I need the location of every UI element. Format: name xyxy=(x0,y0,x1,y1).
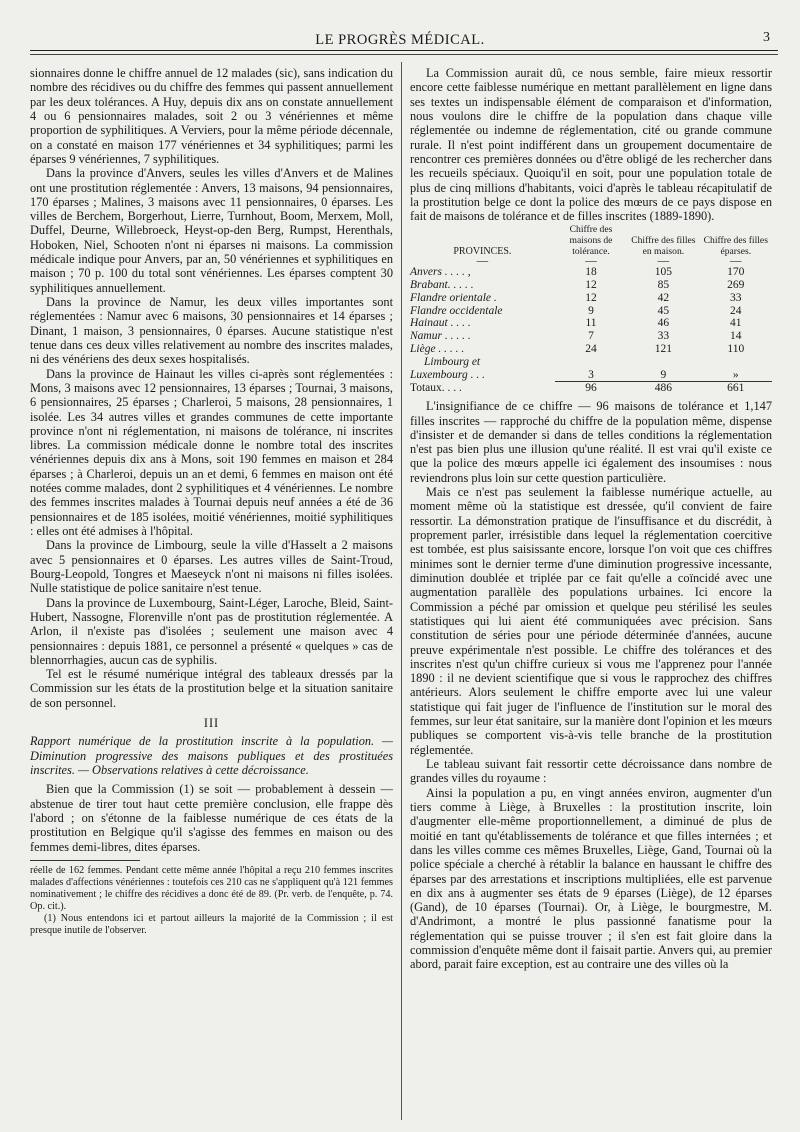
dash: — xyxy=(657,255,670,268)
journal-title: LE PROGRÈS MÉDICAL. xyxy=(315,32,485,48)
total-cell: 96 xyxy=(555,382,627,395)
header-rule xyxy=(30,50,778,51)
cell: 12 xyxy=(585,291,597,304)
section-number: III xyxy=(203,716,220,731)
header-provinces: PROVINCES. xyxy=(453,245,512,257)
cell xyxy=(700,356,772,369)
cell: » xyxy=(732,368,739,381)
header-filles-maison: Chiffre des filles en maison. xyxy=(631,235,696,257)
province-name: Limbourg et xyxy=(424,355,481,368)
province-name: Namur . . . . . xyxy=(410,330,471,343)
statistics-table xyxy=(410,225,772,395)
paragraph: Ainsi la population a pu, en vingt années environ, augmenter d'un tiers comme à Liège, à Bruxelles : la prostitution inscrite, loin d'augmenter elle-même proportionnellement, a diminué de plus de moitié en tant qu'établissements de tolérance et que filles internées ; et dans les villes comme ces mêmes Bruxelles, Liège, Gand, Tournai où la police spéciale a cherché à rétablir la balance en haussant le chiffre des éparses par des arrestations et inscriptions multipliées, elle est parvenue en dix ans à augmenter ses états de 9 éparses (Liège), de 12 éparses (Gand), de 10 éparses (Tournai). Or, à Liège, le bourgmestre, M. d'Andrimont, a montré le plus passionné fanatisme pour la réglementation qui se puisse trouver ; il s'en est fait gloire dans la commission d'enquête même dont il faisait partie. Anvers qui, au premier abord, parait faire exception, est au contraire une des villes où la xyxy=(410,785,772,972)
footnote: (1) Nous entendons ici et partout ailleurs la majorité de la Commission ; il est presque inutile de l'observer. xyxy=(30,913,393,937)
cell: 121 xyxy=(654,343,672,355)
province-name: Anvers . . . . , xyxy=(410,266,471,279)
cell: 33 xyxy=(657,330,670,343)
table-row xyxy=(410,330,772,343)
cell: 269 xyxy=(727,279,745,292)
cell: 9 xyxy=(588,304,594,317)
cell xyxy=(555,356,627,369)
running-head xyxy=(30,28,770,50)
province-name: Hainaut . . . . xyxy=(410,317,471,330)
cell: 3 xyxy=(588,368,594,381)
cell: 9 xyxy=(660,368,667,381)
province-name: Liège . . . . . xyxy=(410,343,465,355)
header-maisons: Chiffre des maisons de tolérance. xyxy=(569,224,613,257)
paragraph: Dans la province de Namur, les deux villes importantes sont réglementées : Namur avec 6 maisons, 30 pensionnaires et 14 éparses ; Dinant, 1 maison, 3 pensionnaires, 0 éparses. Aucune statistique n'est tenue dans ces deux villes relativement au nombre des inscrites malades, ni des vénériens des deux sexes hospitalisés. xyxy=(30,295,393,367)
table-total-row xyxy=(410,382,772,395)
total-cell: 486 xyxy=(627,382,699,395)
paragraph: Mais ce n'est pas seulement la faiblesse numérique actuelle, au moment même où la statistique est dressée, qu'il convient de faire ressortir. La démonstration pratique de l'insuffisance et du discrédit, à proprement parler, irrésistible dans lequel la réglementation coercitive est tombée, est plus saisissante encore, lorsque l'on voit que ces chiffres minimes sont le dernier terme d'une diminution progressive incessante, diminution doublée et triplée par ce fait qu'elle a coïncidé avec une augmentation parallèle des populations urbaines. Ici encore la Commission a péché par omission et quelque peu stérilisé les seules statistiques qui lui aient été communiquées avec précision. Sans constitution de séries pour une période déterminée d'années, aucune preuve expérimentale n'est possible. Le chiffre des tolérances et des inscrites n'est qu'un chiffre curieux si vous me l'apprenez pour l'année 1890 : il ne devient scientifique que si vous le rapprochez des chiffres antérieurs. Alors seulement le chiffre emporte avec lui une valeur statistique qui fait juger de l'influence de l'institution sur le moral des femmes, sur leur état sanitaire, sur la manière dont l'opinion et les mœurs publiques se comportent vis-à-vis telle branche de la prostitution réglementée. xyxy=(410,485,772,757)
footnote-rule xyxy=(30,860,140,861)
footnote-continuation: réelle de 162 femmes. Pendant cette même année l'hôpital a reçu 210 femmes inscrites malades d'affections vénériennes : toutefois ces 210 cas ne s'appliquent qu'à 121 femmes nominativement ; le chiffre des récidives a donc été de 89. (Pr. verb. de l'enquête, p. 74. Op. cit.). xyxy=(30,864,393,913)
table-header-row xyxy=(410,225,772,257)
paragraph: Dans la province de Luxembourg, Saint-Léger, Laroche, Bleid, Saint-Hubert, Nassogne, Florenville n'ont pas de prostitution réglementée. A Arlon, il n'existe pas d'isolées ; seulement une maison avec 4 pensionnaires : depuis 1881, ce personnel a présenté « quelques » cas de blennorrhagies, aucun cas de syphilis. xyxy=(30,595,393,667)
cell: 45 xyxy=(657,304,670,317)
cell: 24 xyxy=(730,304,742,317)
cell: 12 xyxy=(585,279,597,292)
total-label: Totaux. . . . xyxy=(410,382,462,395)
cell: 105 xyxy=(654,266,672,279)
cell: 85 xyxy=(657,279,670,292)
cell: 42 xyxy=(657,291,670,304)
paragraph: Bien que la Commission (1) se soit — probablement à dessein — abstenue de tirer tout haut cette première conclusion, elle frappe dès l'abord ; on s'étonne de la faiblesse numérique de ces états de la prostitution en Belgique qu'il s'agisse des femmes en maison ou des femmes demi-libres, dites éparses. xyxy=(30,782,393,854)
table-row xyxy=(410,317,772,330)
dash: — xyxy=(730,255,742,268)
table-row xyxy=(410,343,772,356)
table-row xyxy=(410,266,772,279)
cell: 18 xyxy=(585,266,597,279)
cell: 24 xyxy=(585,343,597,355)
paragraph: Dans la province d'Anvers, seules les villes d'Anvers et de Malines ont une prostitution réglementée : Anvers, 13 maisons, 94 pensionnaires, 170 éparses ; Malines, 3 maisons avec 11 pensionnaires, 0 éparses. Les villes de Berchem, Borgerhout, Lierre, Turnhout, Boom, Merxem, Moll, Duffel, Deurne, Willebroeck, Heyst-op-den Berg, Rumpst, Herenthals, Hoboken, Niel, Schooten n'ont ni éparses ni maisons. La commission médicale indique pour Anvers, par an, 50 vénériennes et syphilitiques en maison ; 70 p. 100 du total sont vénériennes. Les éparses comptent 30 syphilitiques annuellement. xyxy=(30,166,393,295)
table-row xyxy=(410,292,772,305)
cell: 41 xyxy=(730,317,742,330)
paragraph: Tel est le résumé numérique intégral des tableaux dressés par la Commission sur les états de la prostitution belge et la situation sanitaire de son personnel. xyxy=(30,667,393,710)
cell: 46 xyxy=(657,317,670,330)
paragraph: Le tableau suivant fait ressortir cette décroissance dans nombre de grandes villes du royaume : xyxy=(410,757,772,786)
cell: 33 xyxy=(730,291,742,304)
cell: 14 xyxy=(730,330,742,343)
section-title: Rapport numérique de la prostitution inscrite à la population. — Diminution progressive des maisons publiques et des prostituées inscrites. — Observations relatives à cette décroissance. xyxy=(30,734,393,777)
province-name: Luxembourg . . . xyxy=(410,368,485,381)
cell xyxy=(627,356,699,369)
table-row xyxy=(410,279,772,292)
left-column xyxy=(30,66,393,937)
cell: 110 xyxy=(727,343,745,355)
page-number: 3 xyxy=(763,30,770,45)
paragraph: Dans la province de Hainaut les villes ci-après sont réglementées : Mons, 3 maisons avec 12 pensionnaires, 13 éparses ; Tournai, 3 maisons, 6 pensionnaires, 25 éparses ; Charleroi, 5 maisons, 28 pensionnaires, 1 isolée. Les 34 autres villes et grandes communes de cette importante province n'ont ni réglementation, ni maisons de tolérance, ni inscrites libres. La commission médicale donne le nombre total des inscrites vénériennes depuis dix ans à Mons, soit 190 femmes en maison et 284 éparses ; à Charleroi, depuis un an et demi, 6 femmes en maison ont été notées comme malades, dont 2 syphilitiques et 4 vénériennes. Le nombre des femmes inscrites malades à Tournai depuis neuf années a été de 36 pensionnaires et de 185 isolées, moitié vénériennes, moitié syphilitiques : elles ont été admises à l'hôpital. xyxy=(30,366,393,538)
dash-row xyxy=(410,257,772,266)
header-filles-eparses: Chiffre des filles éparses. xyxy=(703,235,768,257)
paragraph: Dans la province de Limbourg, seule la ville d'Hasselt a 2 maisons avec 5 pensionnaires et 0 éparses. Les autres villes de Saint-Troud, Bourg-Leopold, Tongres et Maeseyck n'ont ni maisons ni filles isolées. Nulle statistique de police sanitaire n'est tenue. xyxy=(30,538,393,596)
table-row xyxy=(410,305,772,318)
cell: 170 xyxy=(727,266,745,279)
header-rule-thin xyxy=(30,54,778,55)
province-name: Flandre orientale . xyxy=(410,291,497,304)
province-name: Brabant. . . . . xyxy=(410,279,474,292)
dash: — xyxy=(476,255,489,268)
column-divider xyxy=(401,62,402,1120)
right-column xyxy=(410,66,772,972)
cell: 7 xyxy=(588,330,594,343)
paragraph: La Commission aurait dû, ce nous semble, faire mieux ressortir encore cette faiblesse numérique en mettant parallèlement en ligne dans ses textes un indispensable élément de comparaison et d'information, nous voulons dire le chiffre de la population dans chaque ville réglementée ou indemne de réglementation, cité ou grande commune rurale. Il n'est point indifférent dans un groupement documentaire de rencontrer ces premières données ou d'être obligé de les rechercher dans les recueils spéciaux. Quoiqu'il en soit, pour une population totale de plus de cinq millions d'habitants, voici d'après le tableau récapitulatif de la prostitution belge ce dont la police des mœurs de ce pays dispose en fait de maisons de tolérance et de filles inscrites (1889-1890). xyxy=(410,66,772,224)
table-row xyxy=(410,356,772,369)
cell: 11 xyxy=(585,317,597,330)
province-name: Flandre occidentale xyxy=(410,304,503,317)
total-cell: 661 xyxy=(700,382,772,395)
paragraph: sionnaires donne le chiffre annuel de 12 malades (sic), sans indication du nombre des récidives ou du chiffre des femmes qui passent annuellement par les deux tolérances. A Huy, depuis dix ans on constate annuellement 4 ou 6 pensionnaires malades, soit 2 ou 3 vénériennes et même proportion de syphilitiques. A Verviers, pour la même période décennale, on a constaté en maison 177 vénériennes et 34 syphilitiques; parmi les éparses 9 vénériennes, 7 syphilitiques. xyxy=(30,66,393,166)
table-row xyxy=(410,369,772,382)
paragraph: L'insignifiance de ce chiffre — 96 maisons de tolérance et 1,147 filles inscrites — rapproché du chiffre de la population même, dispense d'insister et de demander si dans de telles conditions la réglementation n'est pas bien plus une illusion qu'une réalité. Il est vrai qu'il existe ce que la police des mœurs appelle ici également des insoumises : nous reviendrons plus loin sur cette question particulière. xyxy=(410,399,772,485)
dash: — xyxy=(585,255,597,268)
